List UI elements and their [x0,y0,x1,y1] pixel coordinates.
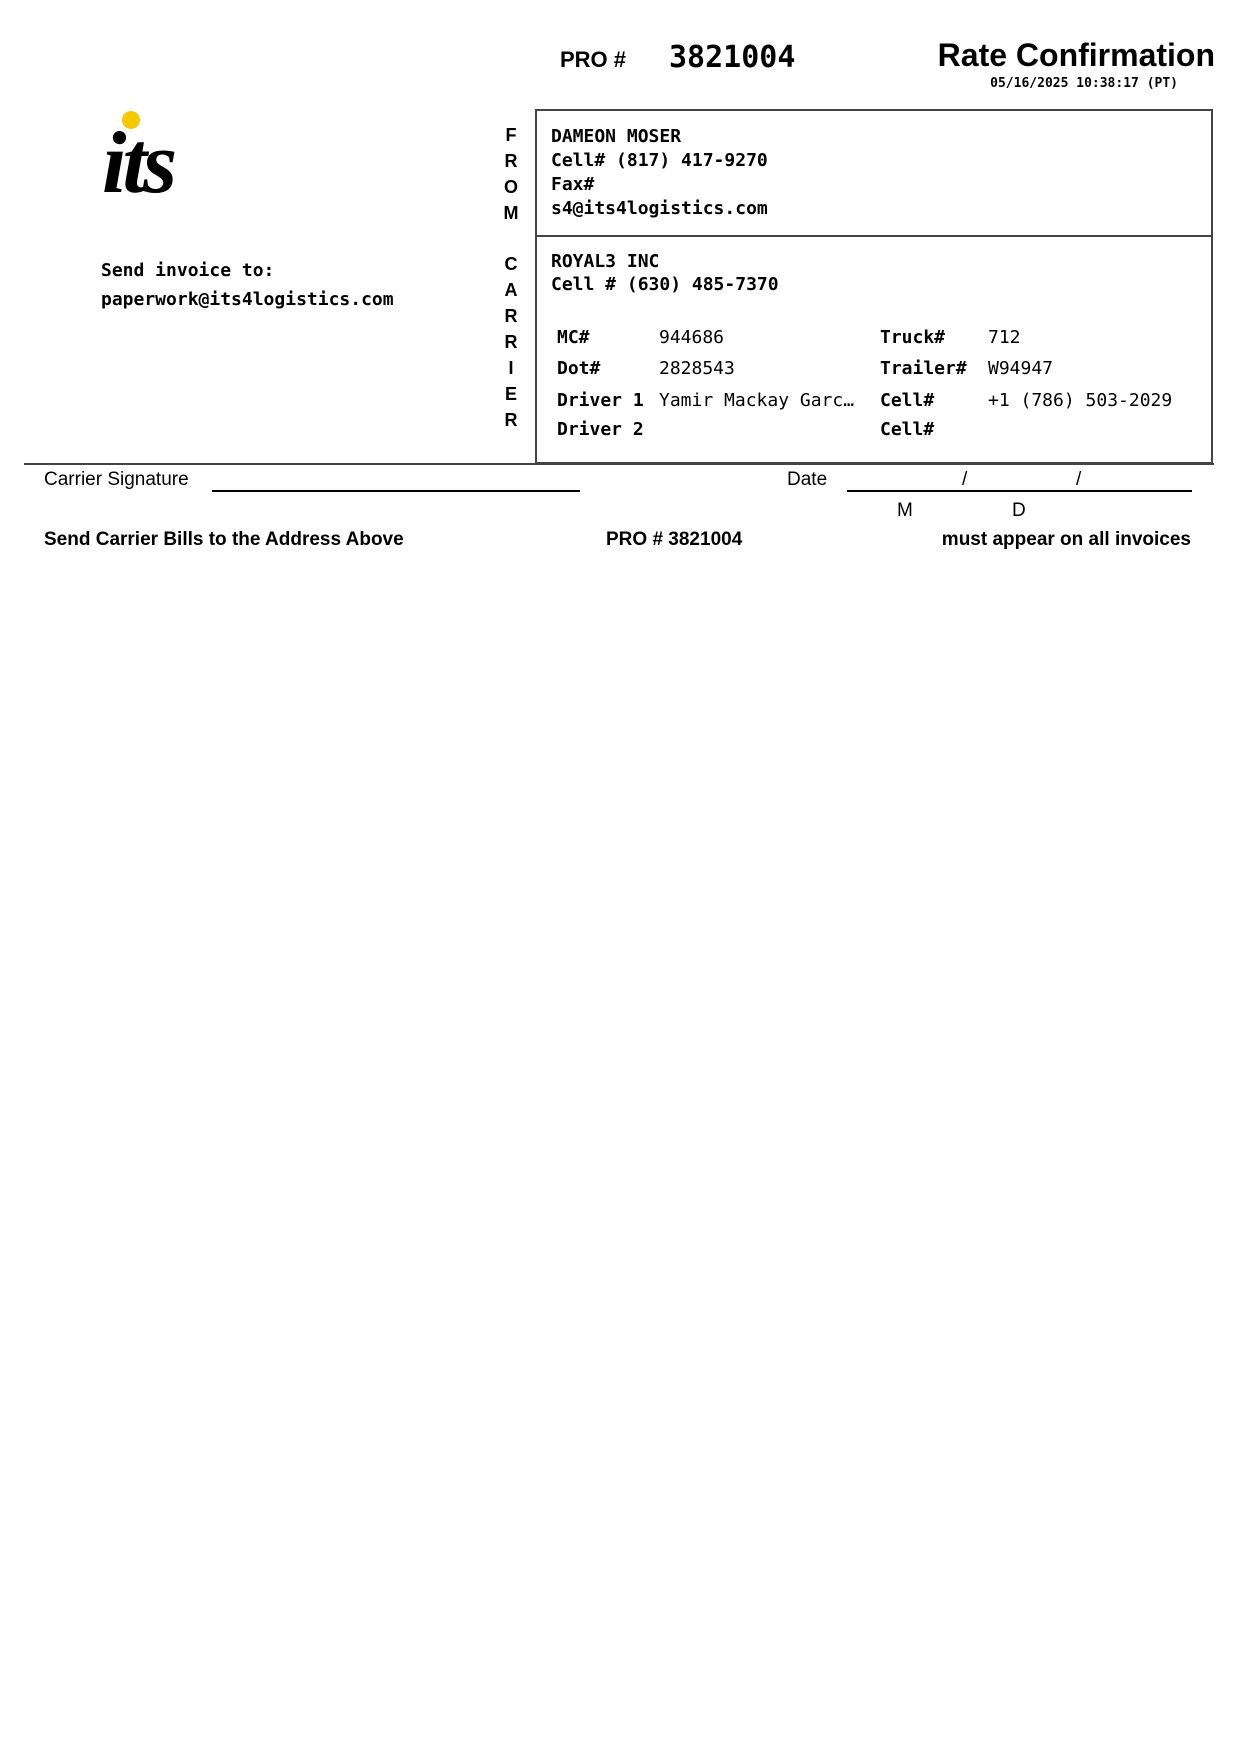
vertical-label-from [497,122,525,226]
from-name: DAMEON MOSER [551,126,682,147]
cell1-value: +1 (786) 503-2029 [988,390,1173,411]
vlabel-letter: C [504,254,518,274]
vlabel-letter: R [504,151,518,171]
carrier-name: ROYAL3 INC [551,251,660,272]
pro-label: PRO # [560,47,627,72]
mc-value: 944686 [659,327,725,348]
trailer-value: W94947 [988,358,1054,379]
from-email: s4@its4logistics.com [551,198,768,219]
mc-label: MC# [557,327,590,348]
its-logo [100,110,230,200]
vlabel-letter: F [505,125,517,145]
its-logo-image [100,110,230,200]
vlabel-letter: M [503,203,519,223]
truck-value: 712 [988,327,1021,348]
from-cell: Cell# (817) 417-9270 [551,150,768,171]
vlabel-letter: E [504,384,517,404]
document-title: Rate Confirmation [937,37,1215,73]
vlabel-letter: O [503,177,518,197]
pro-number: 3821004 [669,40,796,75]
vertical-label-carrier [497,251,525,433]
logo-text: its [102,115,174,200]
dot-label: Dot# [557,358,601,379]
invoice-email: paperwork@its4logistics.com [101,289,394,310]
dot-value: 2828543 [659,358,735,379]
day-label: D [1012,500,1026,521]
cell1-label: Cell# [880,390,935,411]
driver1-value: Yamir Mackay Garc… [659,390,855,411]
must-appear-note: must appear on all invoices [941,529,1191,550]
vlabel-letter: R [504,410,518,430]
from-contact [551,125,768,221]
carrier-signature-label: Carrier Signature [44,469,189,490]
carrier-contact [551,250,779,296]
vlabel-letter: A [504,280,518,300]
vlabel-letter: R [504,332,518,352]
trailer-label: Trailer# [880,358,967,379]
document-timestamp: 05/16/2025 10:38:17 (PT) [990,76,1178,91]
date-line[interactable] [847,490,1192,492]
box-divider [537,235,1211,237]
driver2-label: Driver 2 [557,419,644,440]
date-slash: / [1076,469,1082,490]
pro-reference: PRO # 3821004 [606,529,743,550]
section-rule [24,463,1214,465]
vlabel-letter: R [504,306,518,326]
invoice-line1: Send invoice to: [101,260,275,281]
date-slash: / [962,469,968,490]
date-label: Date [787,469,828,490]
invoice-instructions [101,256,394,314]
from-fax: Fax# [551,174,595,195]
carrier-signature-line[interactable] [212,490,580,492]
month-label: M [897,500,913,521]
driver1-label: Driver 1 [557,390,644,411]
cell2-label: Cell# [880,419,935,440]
vlabel-letter: I [508,358,514,378]
carrier-cell: Cell # (630) 485-7370 [551,274,779,295]
send-bills-note: Send Carrier Bills to the Address Above [44,529,404,550]
truck-label: Truck# [880,327,946,348]
